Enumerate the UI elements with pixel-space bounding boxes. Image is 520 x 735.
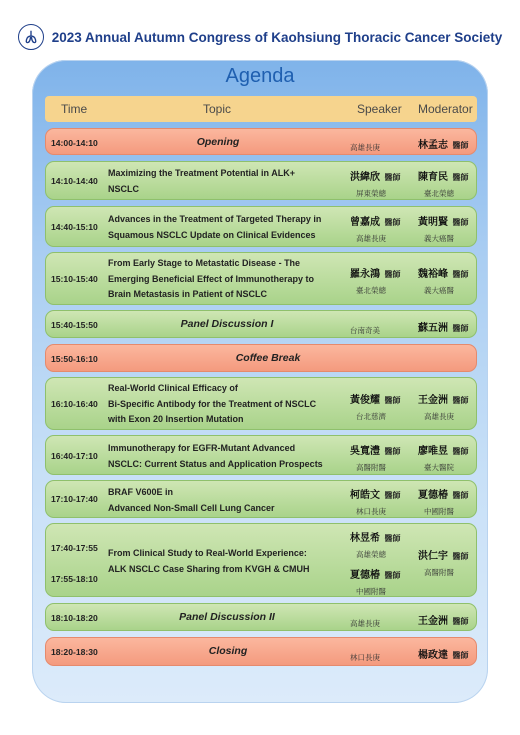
agenda-title: Agenda [225, 65, 295, 87]
row-time: 15:40-15:50 [51, 320, 98, 330]
moderator-name: 陳育民 [418, 172, 448, 183]
row-time: 17:10-17:40 [51, 494, 98, 504]
moderator-name: 夏德椿 [418, 490, 448, 501]
moderator-title: 醫師 [452, 491, 469, 500]
row-time-second: 17:55-18:10 [51, 574, 98, 584]
topic-line: Squamous NSCLC Update on Clinical Evidences [108, 229, 316, 240]
speaker-affiliation: 高雄長庚 [350, 143, 380, 152]
speaker-affiliation: 臺北榮總 [356, 286, 386, 295]
speaker-affiliation: 高雄長庚 [356, 234, 386, 243]
moderator-name: 洪仁宇 [418, 551, 448, 562]
topic-line: From Early Stage to Metastatic Disease - The [108, 258, 301, 268]
topic-line: Immunotherapy for EGFR-Mutant Advanced [108, 443, 296, 453]
speaker-name: 柯皓文 [350, 490, 380, 501]
moderator-title: 醫師 [452, 141, 469, 150]
topic-line: Bi-Specific Antibody for the Treatment of NSCLC [108, 398, 317, 409]
congress-title: 2023 Annual Autumn Congress of Kaohsiung Thoracic Cancer Society [51, 29, 503, 45]
agenda-row-panel-discussion [45, 603, 477, 631]
moderator-title: 醫師 [452, 396, 469, 405]
agenda-row-closing [45, 637, 477, 666]
moderator-affiliation: 義大癌醫 [424, 286, 454, 295]
speaker-title: 醫師 [384, 534, 401, 543]
speaker-affiliation: 林口長庚 [356, 507, 386, 516]
agenda-row-panel-discussion [45, 310, 477, 338]
moderator-name: 廖唯昱 [418, 446, 448, 457]
speaker-affiliation: 高雄榮總 [356, 550, 386, 559]
column-moderator: Moderator [418, 102, 473, 116]
speaker-title: 醫師 [384, 218, 401, 227]
row-topic [108, 212, 321, 243]
moderator-title: 醫師 [452, 651, 469, 660]
agenda-row-coffee-break [45, 344, 477, 372]
topic-line: with Exon 20 Insertion Mutation [108, 414, 244, 424]
speaker-affiliation: 林口長庚 [350, 653, 380, 662]
speaker-name-second: 夏德椿 [350, 570, 380, 581]
topic-line: NSCLC: Current Status and Application Prospects [108, 458, 323, 469]
topic-line: ALK NSCLC Case Sharing from KVGH & CMUH [108, 563, 310, 574]
moderator-affiliation: 臺北榮總 [424, 189, 454, 198]
agenda-row [45, 435, 477, 475]
row-time: 16:40-17:10 [51, 451, 98, 461]
row-topic [108, 256, 314, 303]
moderator-affiliation: 中國附醫 [424, 507, 454, 516]
moderator-name: 蘇五洲 [418, 323, 448, 334]
moderator-affiliation: 高醫附醫 [424, 568, 454, 577]
row-time: 17:40-17:55 [51, 543, 98, 553]
column-header-bar [45, 96, 477, 122]
row-time: 14:00-14:10 [51, 138, 98, 148]
moderator-title: 醫師 [452, 324, 469, 333]
moderator-affiliation: 義大癌醫 [424, 234, 454, 243]
moderator-name: 楊政達 [418, 650, 448, 661]
row-topic [108, 485, 275, 516]
agenda-row [45, 206, 477, 247]
row-topic [108, 441, 323, 472]
congress-header [0, 22, 520, 52]
speaker-affiliation: 屏東榮總 [356, 189, 386, 198]
agenda-row-case-sharing [45, 523, 477, 597]
row-time: 16:10-16:40 [51, 399, 98, 409]
speaker-affiliation: 台南奇美 [350, 326, 380, 335]
speaker-affiliation: 台北慈濟 [356, 412, 386, 421]
row-time: 14:10-14:40 [51, 176, 98, 186]
moderator-title: 醫師 [452, 173, 469, 182]
row-center-title: Panel Discussion I [180, 318, 274, 330]
row-time: 15:50-16:10 [51, 354, 98, 364]
speaker-name: 洪緯欣 [350, 172, 380, 183]
topic-line: NSCLC [108, 183, 139, 194]
speaker-affiliation-second: 中國附醫 [356, 587, 386, 596]
moderator-affiliation: 高雄長庚 [424, 412, 454, 421]
topic-line: From Clinical Study to Real-World Experience: [108, 548, 307, 558]
speaker-affiliation: 高雄長庚 [350, 619, 380, 628]
column-speaker: Speaker [357, 102, 402, 116]
moderator-affiliation: 臺大醫院 [424, 463, 454, 472]
column-topic: Topic [203, 102, 232, 116]
speaker-title: 醫師 [384, 491, 401, 500]
moderator-title: 醫師 [452, 447, 469, 456]
row-time: 15:10-15:40 [51, 274, 98, 284]
moderator-title: 醫師 [452, 270, 469, 279]
agenda-row [45, 377, 477, 430]
row-center-title: Opening [196, 136, 240, 148]
moderator-name: 王金洲 [418, 616, 448, 627]
topic-line: BRAF V600E in [108, 487, 174, 497]
row-center-title: Coffee Break [235, 352, 301, 364]
topic-line: Emerging Beneficial Effect of Immunotherapy to [108, 273, 315, 284]
moderator-title: 醫師 [452, 617, 469, 626]
moderator-name: 王金洲 [418, 395, 448, 406]
speaker-title-second: 醫師 [384, 571, 401, 580]
speaker-title: 醫師 [384, 447, 401, 456]
row-center-title: Panel Discussion II [179, 611, 275, 623]
speaker-name: 曾嘉成 [350, 217, 380, 228]
agenda-row [45, 480, 477, 518]
row-topic [108, 546, 310, 577]
speaker-name: 吳寬澧 [350, 446, 380, 457]
row-topic [108, 381, 316, 428]
speaker-name: 羅永鴻 [350, 269, 380, 280]
topic-line: Maximizing the Treatment Potential in ALK+ [108, 168, 295, 178]
moderator-name: 魏裕峰 [418, 269, 448, 280]
topic-line: Advances in the Treatment of Targeted Therapy in [108, 214, 322, 224]
moderator-name: 黃明賢 [418, 217, 448, 228]
topic-line: Brain Metastasis in Patient of NSCLC [108, 289, 268, 299]
agenda-row [45, 252, 477, 305]
speaker-title: 醫師 [384, 396, 401, 405]
society-logo-icon [18, 24, 44, 50]
row-topic [108, 166, 295, 197]
speaker-name: 黃俊耀 [350, 395, 380, 406]
moderator-title: 醫師 [452, 218, 469, 227]
speaker-affiliation: 高醫附醫 [356, 463, 386, 472]
topic-line: Advanced Non-Small Cell Lung Cancer [108, 502, 275, 513]
topic-line: Real-World Clinical Efficacy of [108, 383, 238, 393]
row-time: 14:40-15:10 [51, 222, 98, 232]
agenda-row [45, 161, 477, 200]
moderator-name: 林孟志 [418, 140, 448, 151]
speaker-name: 林昱希 [350, 533, 380, 544]
row-time: 18:20-18:30 [51, 647, 98, 657]
agenda-row-opening [45, 128, 477, 155]
moderator-title: 醫師 [452, 552, 469, 561]
row-time: 18:10-18:20 [51, 613, 98, 623]
row-center-title: Closing [208, 645, 248, 657]
column-time: Time [61, 102, 88, 116]
speaker-title: 醫師 [384, 270, 401, 279]
speaker-title: 醫師 [384, 173, 401, 182]
